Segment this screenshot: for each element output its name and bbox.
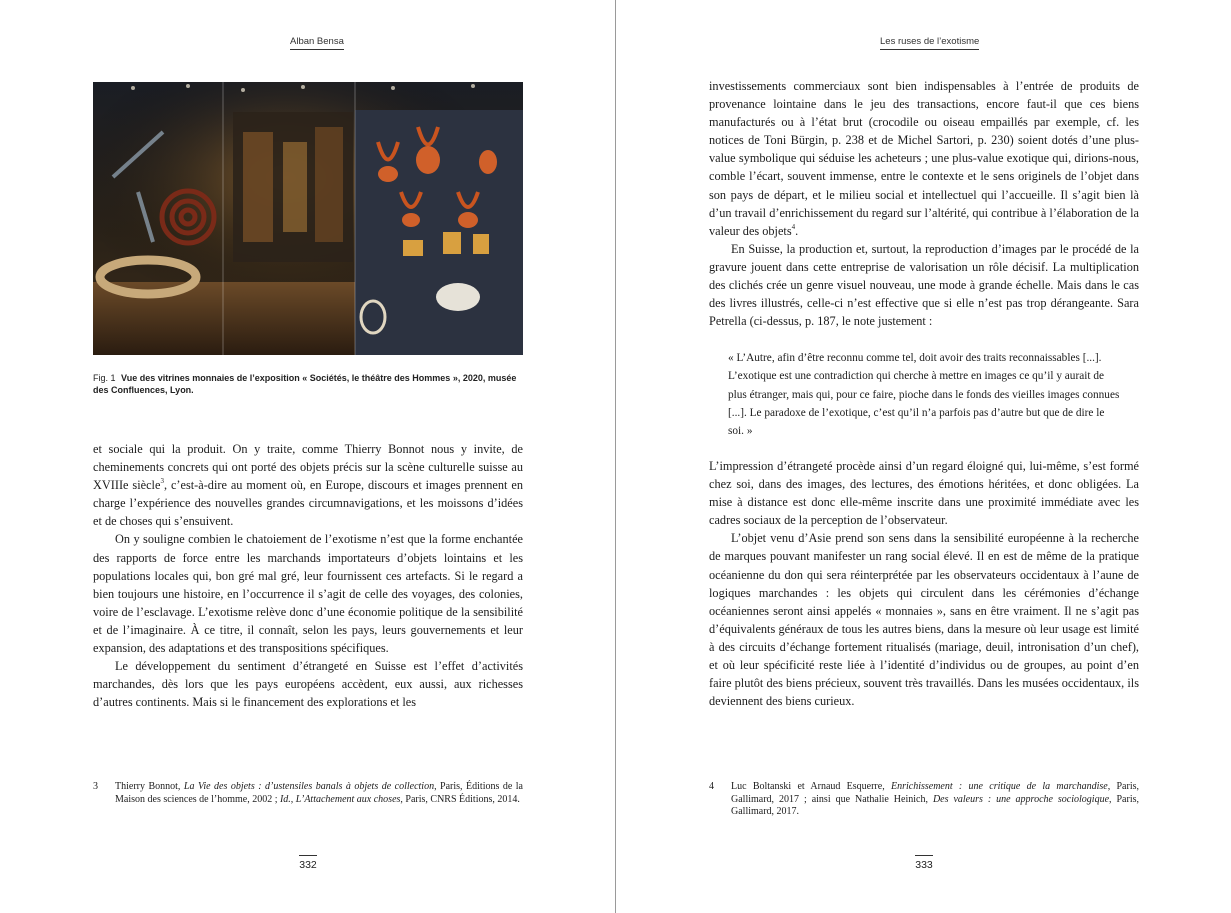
- footnote-text: Luc Boltanski et Arnaud Esquerre, Enrichissement : une critique de la marchandise, Paris, Gallimard, 2017 ; ainsi que Nathalie Heinich, Des valeurs : une approche sociologique, Paris, Gallimard, 2017.: [731, 781, 1139, 817]
- left-page: [0, 0, 615, 913]
- footnote: [709, 781, 1139, 819]
- paragraph: L’objet venu d’Asie prend son sens dans la sensibilité européenne à la recherche de marques pouvant manifester un rang social élevé. Il en est de même de la pratique océanienne du don qui sera réinterprétée par les observateurs occidentaux à l’aune de logiques marchandes : les objets qui circulent dans les cérémonies d’échange océaniennes seront ainsi appelés « monnaies », sans en être vraiment. Il ne s’agit pas d’équivalents généraux de tous les autres biens, dans la mesure où leur usage est limité à des circuits d’échange fortement ritualisés (mariage, deuil, intronisation d’un chef), et où leur spécificité reste liée à l’identité d’individus ou de groupes, au point d’en faire plutôt des biens précieux, souvent très travaillés. Dans les musées occidentaux, ils deviennent des biens curieux.: [709, 531, 1139, 709]
- footnote: [93, 781, 523, 806]
- footnote-number: 3: [93, 781, 98, 792]
- running-head-title: Les ruses de l’exotisme: [880, 36, 979, 50]
- footnote-text: Thierry Bonnot, La Vie des objets : d’ustensiles banals à objets de collection, Paris, Éditions de la Maison des sciences de l’homme, 2002 ; Id., L’Attachement aux choses, Paris, CNRS Éditions, 2014.: [115, 781, 523, 805]
- paragraph: investissements commerciaux sont bien indispensables à l’entrée de produits de provenance lointaine dans le jeu des transactions, encore faut-il que ces biens manufacturés ou à l’état brut (crocodile ou oiseau empaillés par exemple, cf. les notices de Toni Bürgin, p. 238 et de Michel Sartori, p. 230) soient dotés d’une plus-value symbolique qui séduise les acheteurs ; une plus-value exotique qui, dirions-nous, comble l’écart, souvent immense, entre le contexte et le sens originels de l’objet dans son pays de départ, et le milieu social et intellectuel qui l’accueille. Il s’agit bien là d’un travail d’enrichissement du regard sur l’altérité, qui contribue à l’élaboration de la valeur des objets$^4$.: [709, 79, 1139, 238]
- right-page: [616, 0, 1231, 913]
- figure-caption-text: Vue des vitrines monnaies de l’exposition « Sociétés, le théâtre des Hommes », 2020, musée des Confluences, Lyon.: [93, 373, 517, 395]
- running-head-author: Alban Bensa: [290, 36, 344, 50]
- paragraph: Le développement du sentiment d’étrangeté en Suisse est l’effet d’activités marchandes, dès lors que les pays européens accèdent, eux aussi, aux richesses d’autres continents. Mais si le financement des explorations et les: [93, 659, 523, 710]
- paragraph: En Suisse, la production et, surtout, la reproduction d’images par le procédé de la gravure jouent dans cette entreprise de valorisation un rôle décisif. La multiplication des clichés crée un genre visuel nouveau, une mode à grande échelle. Mais dans le cas des livres illustrés, celle-ci n’est effective que si elle n’est pas trop dérangeante. Sara Petrella (ci-dessus, p. 187, le note justement :: [709, 241, 1139, 329]
- paragraph: et sociale qui la produit. On y traite, comme Thierry Bonnot nous y invite, de cheminements concrets qui ont porté des objets précis sur la scène culturelle suisse au XVIIIe siècle$^3$, c’est-à-dire au moment où, en Europe, discours et images prennent en charge l’expérience des nouvelles grandes circumnavigations, et les moissons d’idées et de choses qui s’ensuivent.: [93, 442, 523, 529]
- museum-photo: [93, 82, 523, 355]
- body-text-right-top: [709, 77, 1139, 330]
- page-number: 333: [904, 855, 944, 871]
- footnote-ref: 4: [791, 222, 796, 231]
- figure-caption: [93, 372, 523, 396]
- block-quote: « L’Autre, afin d’être reconnu comme tel, doit avoir des traits reconnaissables [...]. L’exotique est une contradiction qui cherche à mettre en images ce qu’il y aurait de plus étranger, mais qui, pour ce faire, pioche dans le fonds des vieilles images connues [...]. Le paradoxe de l’exotique, c’est qu’il n’a parfois pas d’autre but que de dire le soi. »: [728, 352, 1120, 438]
- footnote-number: 4: [709, 781, 714, 792]
- paragraph: On y souligne combien le chatoiement de l’exotisme n’est que la forme enchantée des rapports de force entre les marchands importateurs d’objets lointains et les populations locales qui, bon gré mal gré, leur fournissent ces artefacts. Si le regard a bien toujours une histoire, en l’occurrence il s’agit de celle des voyages, des colonies, voire de l’esclavage. L’exotisme relève donc d’une économie politique de la sensibilité et de l’imaginaire. À ce titre, il connaît, selon les pays, leurs gouvernements et leur expansion, des adaptations et des transpositions spécifiques.: [93, 532, 523, 656]
- paragraph: L’impression d’étrangeté procède ainsi d’un regard éloigné qui, lui-même, s’est formé chez soi, dans des images, des lectures, des émotions héritées, et donc obligées. La mise à distance est donc elle-même inscrite dans une proximité immédiate avec les cadres sociaux de la perception de l’observateur.: [709, 459, 1139, 528]
- footnote-ref: 3: [160, 477, 164, 486]
- body-text-left: [93, 440, 523, 711]
- figure-number: Fig. 1: [93, 373, 116, 383]
- body-text-right-bottom: [709, 457, 1139, 710]
- page-number: 332: [288, 855, 328, 871]
